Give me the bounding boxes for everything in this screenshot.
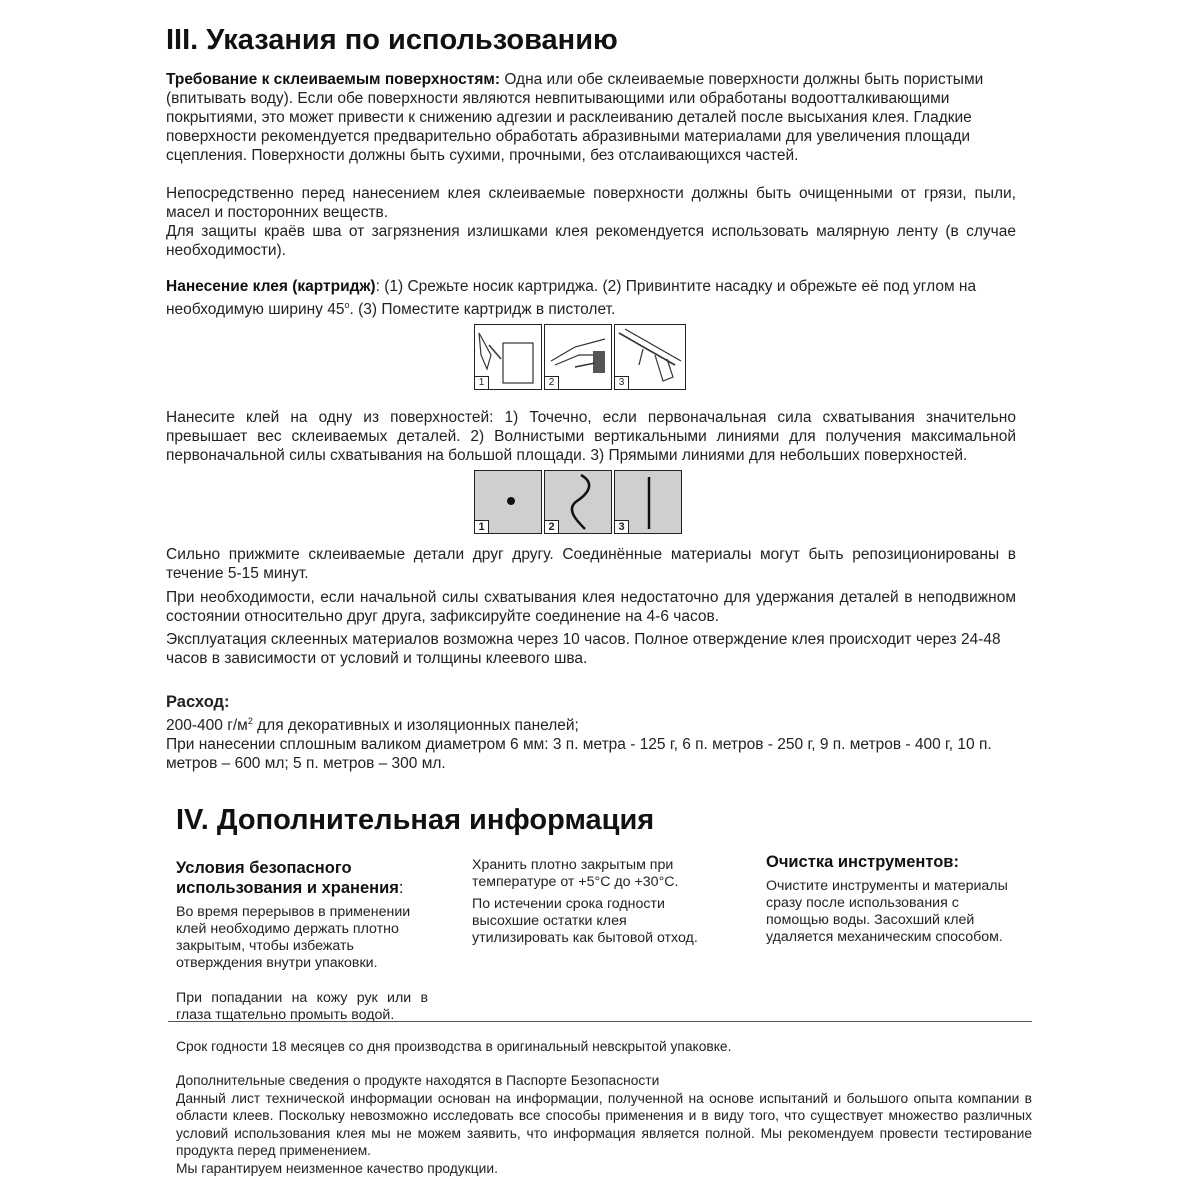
- section-3-title: III. Указания по использованию: [166, 24, 618, 56]
- surface-cleaning: [166, 184, 1016, 222]
- section-4-title: IV. Дополнительная информация: [176, 804, 655, 836]
- safety-storage-title-colon: :: [398, 879, 404, 897]
- cartridge-step-1-figure: [474, 324, 542, 390]
- masking-tape: [166, 222, 1016, 260]
- press-parts: [166, 545, 1016, 583]
- safety-passport-note: Дополнительные сведения о продукте находятся в Паспорте Безопасности: [176, 1073, 660, 1088]
- divider: [168, 1021, 1032, 1022]
- square-sup: 2: [247, 716, 253, 726]
- disclaimer-block: [176, 1072, 1032, 1177]
- tool-cleaning-title: Очистка инструментов:: [766, 853, 959, 871]
- safety-storage-title: [176, 858, 428, 898]
- shelf-life: [176, 1038, 1032, 1056]
- storage-text-2: По истечении срока годности высохшие остатки клея утилизировать как бытовой отход.: [472, 896, 698, 946]
- consumption: [166, 693, 1016, 773]
- consumption-panels: [166, 712, 1016, 735]
- safety-storage-text-2: При попадании на кожу рук или в глаза тщательно промыть водой.: [176, 990, 428, 1023]
- curing: [166, 630, 1016, 668]
- degree-sup: о: [344, 300, 350, 310]
- storage-text-1: Хранить плотно закрытым при температуре от +5°С до +30°С.: [472, 857, 679, 890]
- surface-requirements-text: Одна или обе склеиваемые поверхности должны быть пористыми (впитывать воду). Если обе поверхности являются невпитывающими или обработаны водоотталкивающими покрытиями, это может привести к снижению адгезии и расклеиванию деталей после высыхания клея. Гладкие поверхности рекомендуется предварительно обработать абразивными материалами для увеличения площади сцепления. Поверхности должны быть сухими, прочными, без отслаивающихся частей.: [166, 71, 984, 164]
- application-methods-text: Нанесите клей на одну из поверхностей: 1) Точечно, если первоначальная сила схватывания значительно превышает вес склеиваемых деталей. 2) Волнистыми вертикальными линиями для получения максимальной первоначальной силы схватывания на большой площади. 3) Прямыми линиями для небольших поверхностей.: [166, 409, 1016, 464]
- press-parts-text: Сильно прижмите склеиваемые детали друг другу. Соединённые материалы могут быть репозиционированы в течение 5-15 минут.: [166, 546, 1016, 582]
- cartridge-text: : (1) Срежьте носик картриджа. (2) Привинтите насадку и обрежьте её под углом на необходимую ширину 45: [166, 278, 977, 319]
- curing-text: Эксплуатация склеенных материалов возможна через 10 часов. Полное отверждение клея происходит через 24-48 часов в зависимости от условий и толщины клеевого шва.: [166, 631, 1001, 667]
- consumption-rate: 200-400 г/м: [166, 717, 248, 735]
- consumption-title: Расход:: [166, 693, 230, 711]
- application-methods: [166, 408, 1016, 465]
- safety-storage-title-text: Условия безопасного использования и хранения: [176, 859, 399, 897]
- consumption-roller: При нанесении сплошным валиком диаметром 6 мм: 3 п. метра - 125 г, 6 п. метров - 250 г, 9 п. метров - 400 г, 10 п. метров – 600 мл; 5 п. метров – 300 мл.: [166, 736, 992, 773]
- figure-number: 1: [475, 520, 489, 533]
- tool-cleaning-column: [766, 852, 1016, 946]
- surface-cleaning-text: Непосредственно перед нанесением клея склеиваемые поверхности должны быть очищенными от грязи, пыли, масел и посторонних веществ.: [166, 185, 1016, 221]
- masking-tape-text: Для защиты краёв шва от загрязнения излишками клея рекомендуется использовать малярную ленту (в случае необходимости).: [166, 223, 1016, 259]
- consumption-panels-text: для декоративных и изоляционных панелей;: [252, 717, 579, 735]
- cartridge-step-2-figure: [544, 324, 612, 390]
- figure-number: 1: [475, 376, 489, 389]
- figure-number: 2: [545, 376, 559, 389]
- figure-number: 3: [615, 520, 629, 533]
- application-dot-figure: [474, 470, 542, 534]
- disclaimer-text: Данный лист технической информации основан на информации, полученной на основе испытаний и большого опыта компании в области клеев. Поскольку невозможно исследовать все способы применения и в виду того, что существует множество различных условий использования клея мы не можем заявить, что информация является полной. Мы рекомендуем провести тестирование продукта перед применением.: [176, 1090, 1032, 1158]
- cartridge-application: [166, 277, 1016, 319]
- safety-storage-text-1: Во время перерывов в применении клей необходимо держать плотно закрытым, чтобы избежать отверждения внутри упаковки.: [176, 904, 411, 971]
- surface-requirements-label: Требование к склеиваемым поверхностям:: [166, 71, 500, 88]
- shelf-life-text: Срок годности 18 месяцев со дня производства в оригинальный невскрытой упаковке.: [176, 1039, 732, 1054]
- quality-guarantee: Мы гарантируем неизменное качество продукции.: [176, 1160, 498, 1176]
- surface-requirements: [166, 70, 1016, 165]
- application-wave-figure: [544, 470, 612, 534]
- tool-cleaning-text: Очистите инструменты и материалы сразу после использования с помощью воды. Засохший клей удаляется механическим способом.: [766, 878, 1008, 945]
- cartridge-step-3-figure: [614, 324, 686, 390]
- safety-storage-column: [176, 858, 428, 1024]
- figure-number: 3: [615, 376, 629, 389]
- cartridge-text-end: . (3) Поместите картридж в пистолет.: [349, 301, 616, 319]
- application-line-figure: [614, 470, 682, 534]
- fixation: [166, 588, 1016, 626]
- fixation-text: При необходимости, если начальной силы схватывания клея недостаточно для удержания деталей в неподвижном состоянии относительно друг друга, зафиксируйте соединение на 4-6 часов.: [166, 589, 1016, 625]
- figure-number: 2: [545, 520, 559, 533]
- cartridge-label: Нанесение клея (картридж): [166, 278, 376, 295]
- storage-column: [472, 857, 717, 947]
